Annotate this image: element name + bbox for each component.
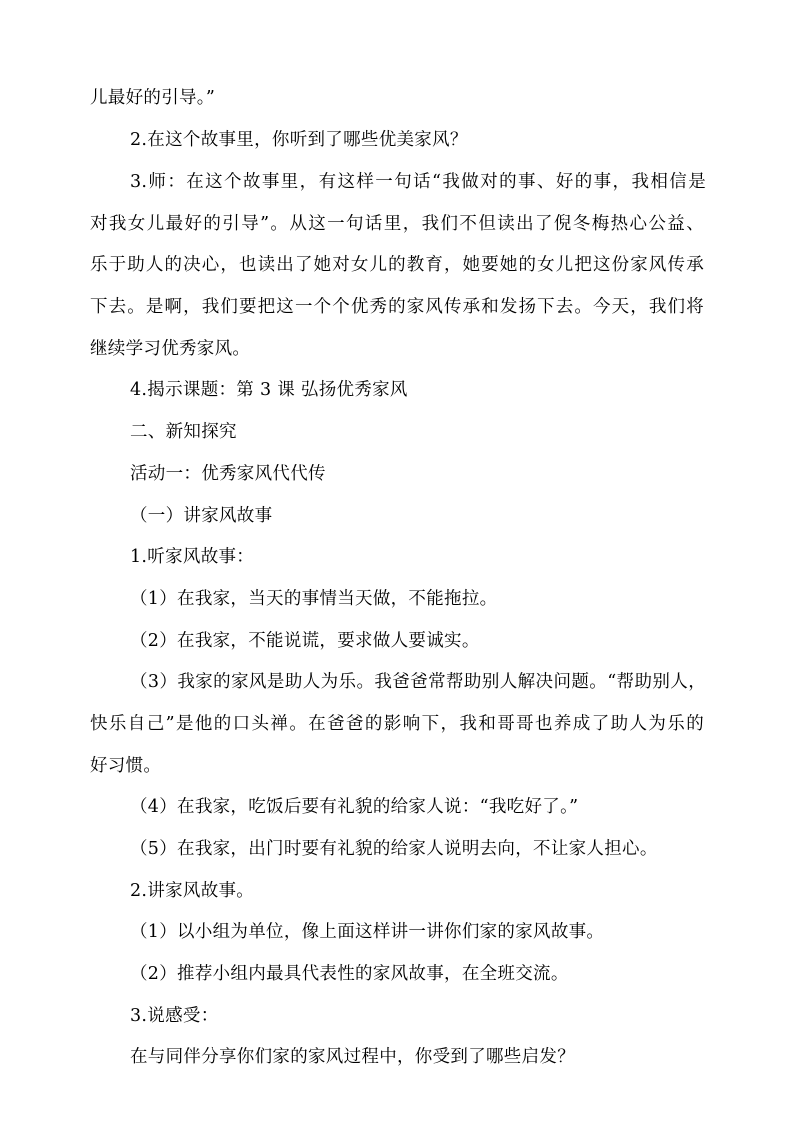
- numbered-item: 3.说感受：: [130, 1006, 219, 1026]
- paragraph-line: 继续学习优秀家风。: [90, 339, 251, 359]
- list-item: （2）在我家，不能说谎，要求做人要诚实。: [130, 631, 480, 651]
- list-item: （5）在我家，出门时要有礼貌的给家人说明去向，不让家人担心。: [130, 839, 658, 859]
- question-line: 在与同伴分享你们家的家风过程中，你受到了哪些启发？: [130, 1047, 575, 1067]
- numbered-item: 2.讲家风故事。: [130, 881, 255, 901]
- numbered-item: 1.听家风故事：: [130, 547, 255, 567]
- list-item: （1）以小组为单位，像上面这样讲一讲你们家的家风故事。: [130, 922, 605, 942]
- paragraph-line: 儿最好的引导。”: [90, 88, 216, 108]
- numbered-question: 2.在这个故事里，你听到了哪些优美家风？: [130, 130, 468, 150]
- lesson-title-line: 4.揭示课题：第 3 课 弘扬优秀家风: [130, 380, 408, 400]
- paragraph-line: 乐于助人的决心，也读出了她对女儿的教育，她要她的女儿把这份家风传承: [90, 255, 704, 275]
- list-item: （2）推荐小组内最具代表性的家风故事，在全班交流。: [130, 964, 569, 984]
- list-item: （3）我家的家风是助人为乐。我爸爸常帮助别人解决问题。“帮助别人，: [130, 672, 706, 692]
- paragraph-line: 下去。是啊，我们要把这一个个优秀的家风传承和发扬下去。今天，我们将: [90, 297, 704, 317]
- section-heading: 二、新知探究: [130, 422, 237, 442]
- activity-heading: 活动一：优秀家风代代传: [130, 464, 326, 484]
- subsection-heading: （一）讲家风故事: [130, 506, 273, 526]
- paragraph-line: 快乐自己”是他的口头禅。在爸爸的影响下，我和哥哥也养成了助人为乐的: [90, 714, 704, 734]
- paragraph-line: 对我女儿最好的引导”。从这一句话里，我们不但读出了倪冬梅热心公益、: [90, 214, 704, 234]
- list-item: （4）在我家，吃饭后要有礼貌的给家人说：“我吃好了。”: [130, 797, 579, 817]
- paragraph-line: 3.师：在这个故事里，有这样一句话“我做对的事、好的事，我相信是: [130, 172, 706, 192]
- list-item: （1）在我家，当天的事情当天做，不能拖拉。: [130, 589, 498, 609]
- paragraph-line: 好习惯。: [90, 756, 162, 776]
